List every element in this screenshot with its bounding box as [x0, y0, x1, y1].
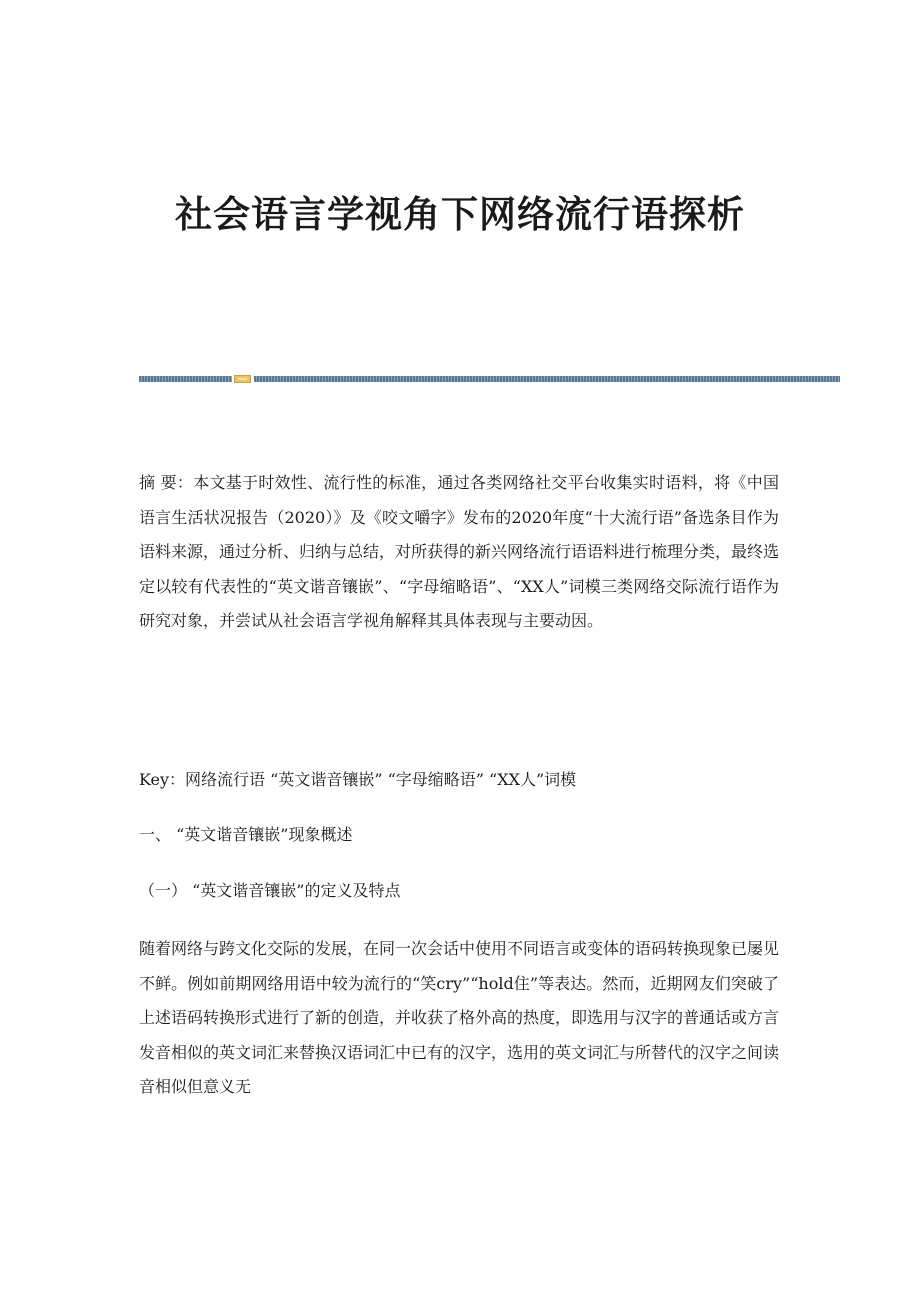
subsection-heading-1-1: （一） “英文谐音镶嵌”的定义及特点	[139, 881, 401, 900]
divider-bar-right	[254, 376, 840, 382]
abstract-text: 本文基于时效性、流行性的标准，通过各类网络社交平台收集实时语料，将《中国语言生活状况报告（2020）》及《咬文嚼字》发布的2020年度“十大流行语”备选条目作为语料来源，通过分析、归纳与总结，对所获得的新兴网络流行语语料进行梳理分类，最终选定以较有代表性的“英文谐音镶嵌”、“字母缩略语”、“XX人”词模三类网络交际流行语作为研究对象，并尝试从社会语言学视角解释其具体表现与主要动因。	[139, 473, 780, 630]
abstract	[139, 466, 779, 639]
section-heading-1: 一、 “英文谐音镶嵌”现象概述	[139, 825, 353, 844]
divider-ornament-icon	[234, 375, 251, 383]
body-paragraph: 随着网络与跨文化交际的发展，在同一次会话中使用不同语言或变体的语码转换现象已屡见不鲜。例如前期网络用语中较为流行的“笑cry”“hold住”等表达。然而，近期网友们突破了上述语码转换形式进行了新的创造，并收获了格外高的热度，即选用与汉字的普通话或方言发音相似的英文词汇来替换汉语词汇中已有的汉字，选用的英文词汇与所替代的汉字之间读音相似但意义无	[139, 939, 780, 1096]
keywords-text: 网络流行语 “英文谐音镶嵌” “字母缩略语” “XX人”词模	[185, 770, 577, 789]
keywords	[139, 768, 576, 792]
abstract-label: 摘 要：	[139, 473, 194, 492]
keywords-label: Key：	[139, 770, 186, 789]
title-divider	[139, 375, 840, 383]
document-title: 社会语言学视角下网络流行语探析	[175, 193, 745, 236]
divider-bar-left	[139, 376, 232, 382]
